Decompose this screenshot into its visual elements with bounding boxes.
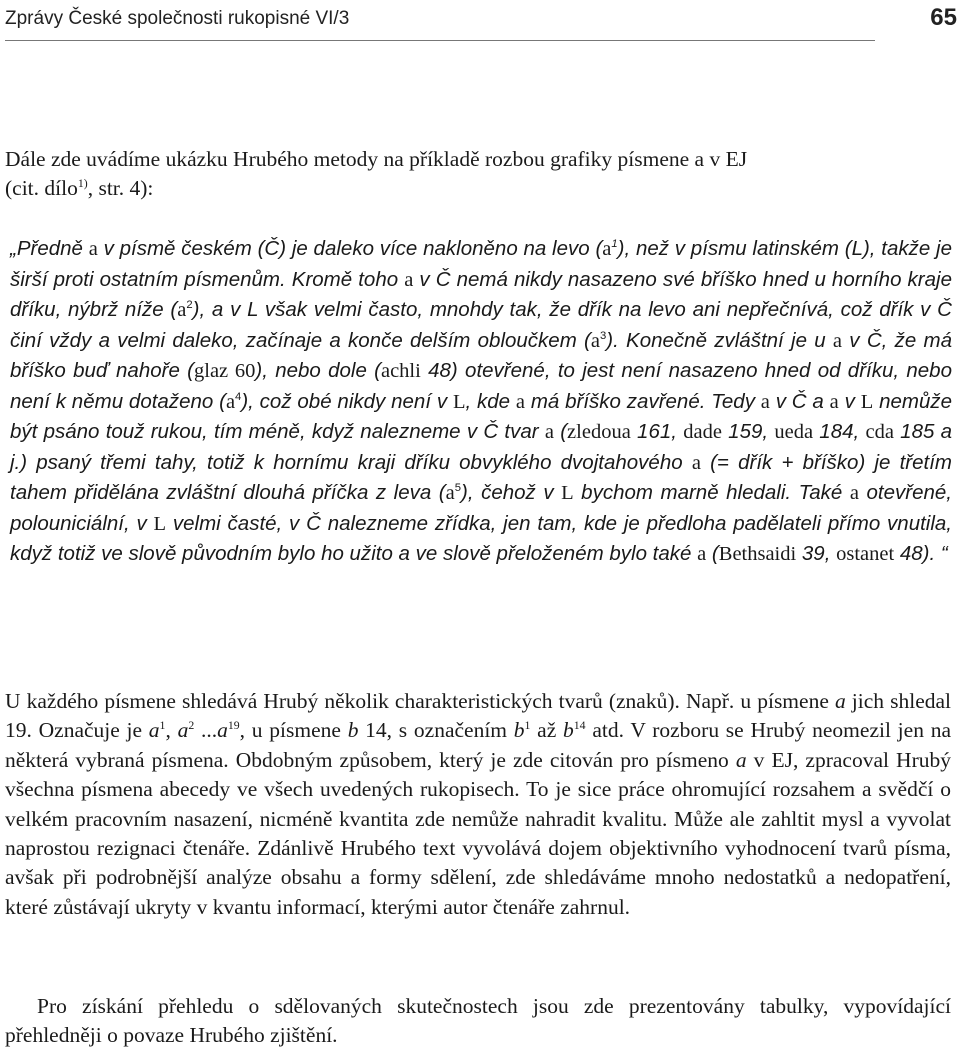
body-paragraph-analysis: U každého písmene shledává Hrubý několik charakteristických tvarů (znaků). Např. u písmene a jich shledal 19. Označuje je $a^1$, $a^2$ $...a^{19}$, u písmene b 14, s označením $b^1$ až $b^{14}$ atd. V rozboru se Hrubý neomezil jen na některá vybraná písmena. Obdobným způsobem, který je zde citován pro písmeno a v EJ, zpracoval Hrubý všechna písmena abecedy ve všech uvedených rukopisech. To je sice práce ohromující rozsahem a svědčí o velkém pracovním nasazení, nicméně kvantita zde nemůže nahradit kvalitu. Může ale zahltit mysl a vyvolat naprostou rezignaci čtenáře. Zdánlivě Hrubého text vyvolává dojem objektivního vyhodnocení tvarů písma, avšak při podrobnější analýze obsahu a formy sdělení, zde shledáváme mnoho nedostatků a nedopatření, které zůstávají ukryty v kvantu informací, kterými autor čtenáře zahrnul. — [5, 689, 952, 919]
body-paragraph-tables: Pro získání přehledu o sdělovaných skutečnostech jsou zde prezentovány tabulky, vypovídající přehledněji o povaze Hrubého zjištění. — [5, 994, 951, 1048]
header-rule — [5, 40, 875, 41]
quotation-block: „Předně a v písmě českém (Č) je daleko více nakloněno na levo $(a^1)$, než v písmu latinském (L), takže je širší proti ostatním písmenům. Kromě toho a v Č nemá nikdy nasazeno své bříško hned u horního kraje dříku, nýbrž níže $(a^2)$, a v L však velmi často, mnohdy tak, že dřík na levo ani nepřečnívá, což dřík v Č činí vždy a velmi daleko, začínaje a konče delším obloučkem $(a^3)$. Konečně zvláštní je u a v Č, že má bříško buď nahoře (glaz 60), nebo dole (achli 48) otevřené, to jest není nasazeno hned od dříku, nebo není k němu dotaženo $(a^4)$, což obé nikdy není v L, kde a má bříško zavřené. Tedy a v Č a a v L nemůže být psáno touž rukou, tím méně, když nalezneme v Č tvar a (zledoua 161, dade 159, ueda 184, cda 185 a j.) psaný třemi tahy, totiž k hornímu kraji dříku obvyklého dvojtahového a (= dřík + bříško) je třetím tahem přidělána zvláštní dlouhá příčka z leva $(a^5)$, čehož v L bychom marně hledali. Také a otevřené, polouniciální, v L velmi časté, v Č nalezneme zřídka, jen tam, kde je předloha padělateli přímo vnutila, když totiž ve slově původním bylo ho užito a ve slově přeloženém bylo také a (Bethsaidi 39, ostanet 48). “ — [10, 237, 953, 566]
running-title: Zprávy České společnosti rukopisné VI/3 — [5, 8, 350, 29]
page-header — [5, 0, 960, 40]
intro-paragraph: Dále zde uvádíme ukázku Hrubého metody na příkladě rozbou grafiky písmene a v EJ (cit. dílo$^{1)}$, str. 4): — [5, 147, 748, 201]
page-number: 65 — [930, 4, 957, 31]
